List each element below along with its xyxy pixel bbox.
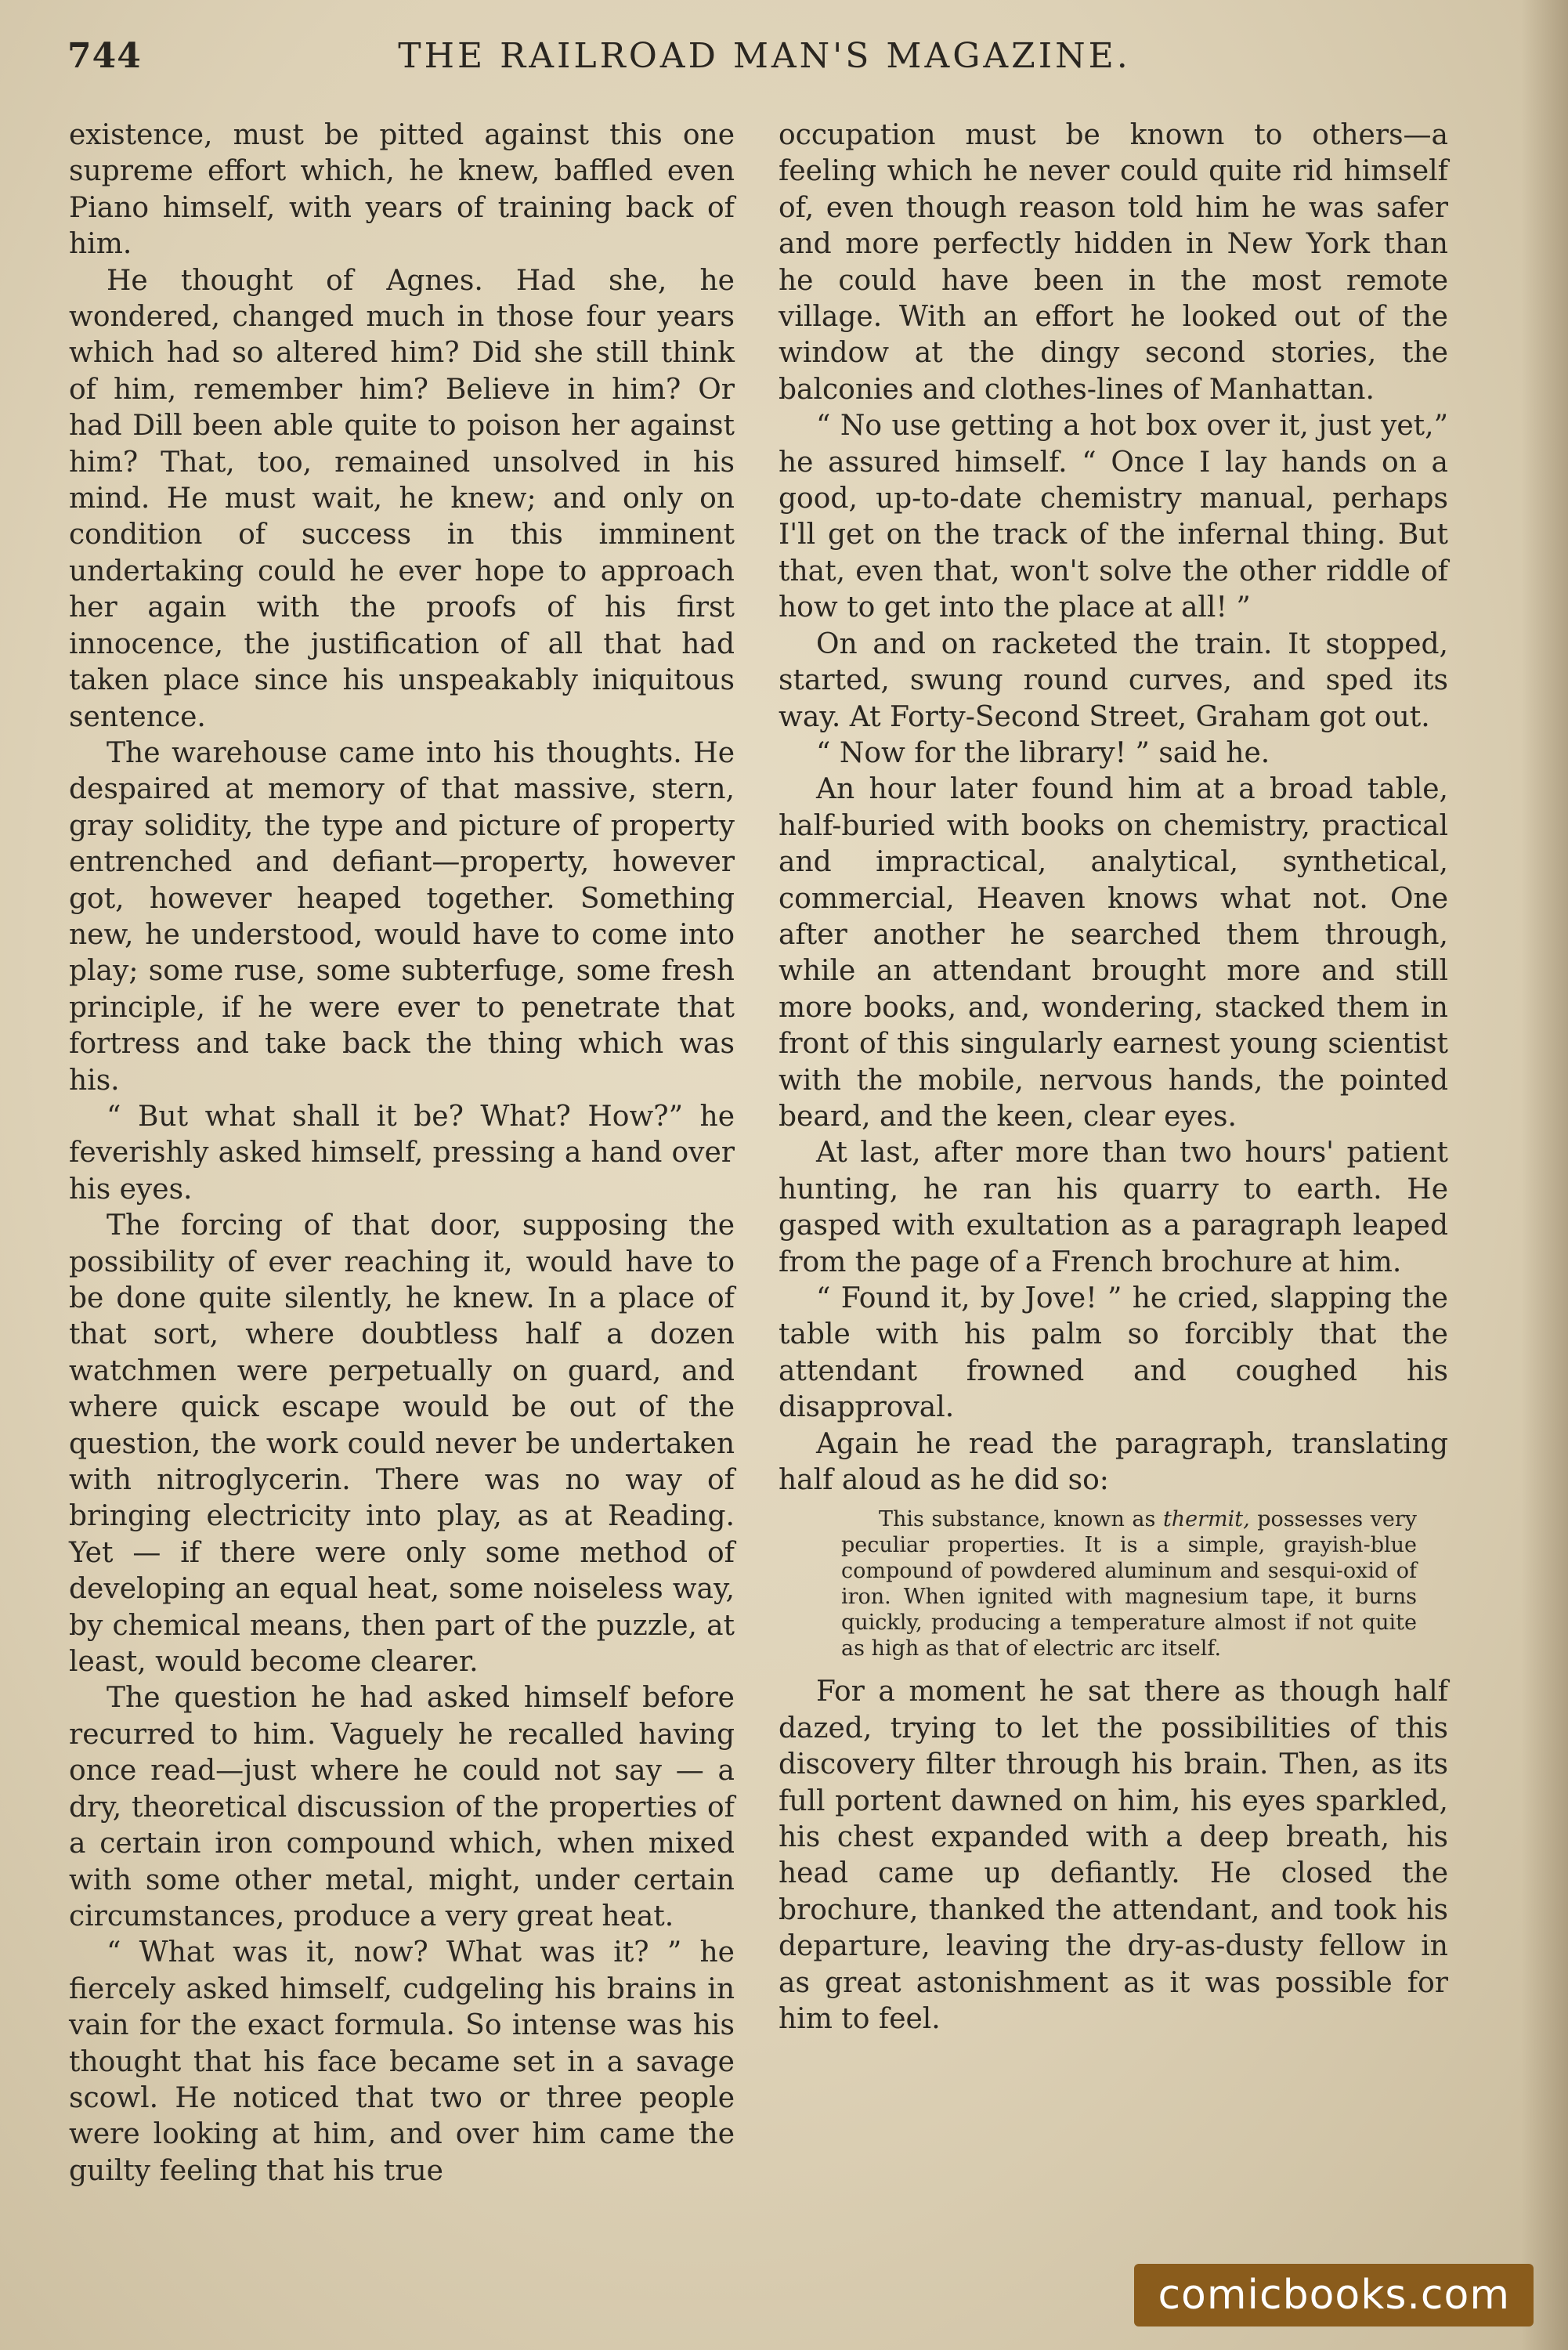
right-column: [779, 118, 1448, 2038]
paragraph: For a moment he sat there as though half dazed, trying to let the possibilities of this discovery filter through his brain. Then, as its full portent dawned on him, his eyes sparkled, his chest expanded with a deep breath, his head came up defiantly. He closed the brochure, thanked the attendant, and took his departure, leaving the dry-as-dusty fellow in as great astonishment as it was possible for him to feel.: [779, 1676, 1448, 2036]
paragraph: “ Found it, by Jove! ” he cried, slapping the table with his palm so forcibly that the attendant frowned and coughed his disapproval.: [779, 1282, 1448, 1424]
paragraph: “ No use getting a hot box over it, just yet,” he assured himself. “ Once I lay hands on a good, up-to-date chemistry manual, perhaps I'll get on the track of the infernal thing. But that, even that, won't solve the other riddle of how to get into the place at all! ”: [779, 410, 1448, 624]
quote-italic-term: thermit,: [1162, 1507, 1250, 1532]
page-edge-shadow: [1521, 0, 1568, 2350]
left-column: [69, 118, 735, 2189]
paragraph: He thought of Agnes. Had she, he wondered, changed much in those four years which had so altered him? Did she still think of him, remember him? Believe in him? Or had Dill been able quite to poison her against him? That, too, remained unsolved in his mind. He must wait, he knew; and only on condition of success in this imminent undertaking could he ever hope to approach her again with the proofs of his first innocence, the justification of all that had taken place since his unspeakably iniquitous sentence.: [69, 264, 735, 733]
paragraph: An hour later found him at a broad table, half-buried with books on chemistry, practical and impractical, analytical, synthetical, commercial, Heaven knows what not. One after another he searched them through, while an attendant brought more and still more books, and, wondering, stacked them in front of this singularly earnest young scientist with the mobile, nervous hands, the pointed beard, and the keen, clear eyes.: [779, 773, 1448, 1133]
watermark-logo: comicbooks.com: [1134, 2264, 1534, 2326]
running-head: THE RAILROAD MAN'S MAGAZINE.: [398, 36, 1131, 76]
paragraph: “ What was it, now? What was it? ” he fiercely asked himself, cudgeling his brains in vain for the exact formula. So intense was his thought that his face became set in a savage scowl. He noticed that two or three people were looking at him, and over him came the guilty feeling that his true: [69, 1936, 735, 2187]
block-quote: [841, 1506, 1417, 1661]
paragraph: “ But what shall it be? What? How?” he feverishly asked himself, pressing a hand over his eyes.: [69, 1100, 735, 1206]
page-number: 744: [67, 36, 142, 76]
paragraph: “ Now for the library! ” said he.: [816, 736, 1270, 769]
paragraph: At last, after more than two hours' patient hunting, he ran his quarry to earth. He gasped with exultation as a paragraph leaped from the page of a French brochure at him.: [779, 1137, 1448, 1278]
quote-text-end: possesses very peculiar properties. It is a simple, grayish-blue compound of powdered aluminum and sesqui-oxid of iron. When ignited with magnesium tape, it burns quickly, producing a temperature almost if not quite as high as that of electric arc itself.: [841, 1507, 1417, 1661]
paragraph: Again he read the paragraph, translating half aloud as he did so:: [779, 1427, 1448, 1497]
paragraph: existence, must be pitted against this one supreme effort which, he knew, baffled even Piano himself, with years of training back of him.: [69, 119, 735, 261]
paragraph: The forcing of that door, supposing the possibility of ever reaching it, would have to be done quite silently, he knew. In a place of that sort, where doubtless half a dozen watchmen were perpetually on guard, and where quick escape would be out of the question, the work could never be undertaken with nitroglycerin. There was no way of bringing electricity into play, as at Reading. Yet — if there were only some method of developing an equal heat, some noiseless way, by chemical means, then part of the puzzle, at least, would become clearer.: [69, 1209, 735, 1679]
paragraph: The question he had asked himself before recurred to him. Vaguely he recalled having once read—just where he could not say — a dry, theoretical discussion of the properties of a certain iron compound which, when mixed with some other metal, might, under certain circumstances, produce a very great heat.: [69, 1682, 735, 1932]
page-header: [67, 31, 1461, 86]
paragraph: On and on racketed the train. It stopped, started, swung round curves, and sped its way. At Forty-Second Street, Graham got out.: [779, 627, 1448, 733]
paragraph: occupation must be known to others—a feeling which he never could quite rid himself of, even though reason told him he was safer and more perfectly hidden in New York than he could have been in the most remote village. With an effort he looked out of the window at the dingy second stories, the balconies and clothes-lines of Manhattan.: [779, 119, 1448, 406]
paragraph: The warehouse came into his thoughts. He despaired at memory of that massive, stern, gray solidity, the type and picture of property entrenched and defiant—property, however got, however heaped together. Something new, he understood, would have to come into play; some ruse, some subterfuge, some fresh principle, if he were ever to penetrate that fortress and take back the thing which was his.: [69, 736, 735, 1097]
quote-text-start: This substance, known as: [879, 1507, 1163, 1532]
quote-text: [841, 1506, 1417, 1661]
